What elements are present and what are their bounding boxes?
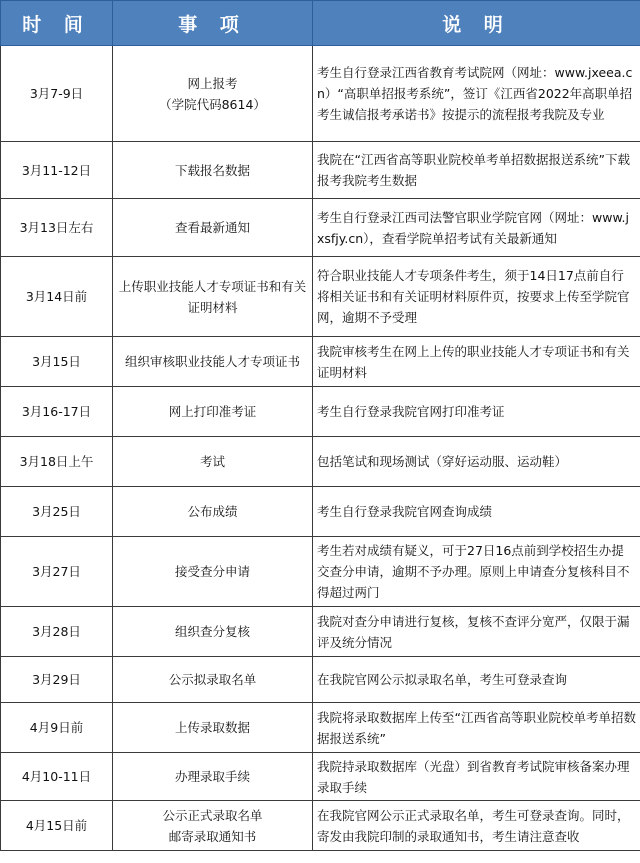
table-row xyxy=(1,199,640,257)
table-header-row xyxy=(1,1,640,46)
row-item: 上传职业技能人才专项证书和有关证明材料 xyxy=(113,257,313,337)
row-description: 考生自行登录江西司法警官职业学院官网（网址：www.jxsfjy.cn），查看学院单招考试有关最新通知 xyxy=(313,199,640,257)
row-time: 3月18日上午 xyxy=(1,437,113,487)
row-description: 我院审核考生在网上上传的职业技能人才专项证书和有关证明材料 xyxy=(313,337,640,387)
row-time: 3月25日 xyxy=(1,487,113,537)
row-time: 3月11-12日 xyxy=(1,142,113,199)
row-time: 3月13日左右 xyxy=(1,199,113,257)
row-item: 公布成绩 xyxy=(113,487,313,537)
row-time: 3月28日 xyxy=(1,607,113,657)
table-row xyxy=(1,657,640,703)
row-item xyxy=(113,46,313,142)
row-description: 在我院官网公示拟录取名单，考生可登录查询 xyxy=(313,657,640,703)
row-description: 我院在“江西省高等职业院校单考单招数据报送系统”下载报考我院考生数据 xyxy=(313,142,640,199)
row-description: 我院对查分申请进行复核，复核不查评分宽严，仅限于漏评及统分情况 xyxy=(313,607,640,657)
row-time: 4月9日前 xyxy=(1,703,113,753)
row-description: 考生若对成绩有疑义，可于27日16点前到学校招生办提交查分申请，逾期不予办理。原则上申请查分复核科目不得超过两门 xyxy=(313,537,640,607)
header-description: 说 明 xyxy=(313,1,640,46)
row-time: 4月10-11日 xyxy=(1,753,113,801)
row-description: 我院将录取数据库上传至“江西省高等职业院校单考单招数据报送系统” xyxy=(313,703,640,753)
table-row xyxy=(1,801,640,851)
row-item xyxy=(113,801,313,851)
table-row xyxy=(1,753,640,801)
row-item-line: 公示正式录取名单 xyxy=(162,807,263,823)
table-row xyxy=(1,46,640,142)
row-item: 查看最新通知 xyxy=(113,199,313,257)
row-time: 3月27日 xyxy=(1,537,113,607)
row-item: 考试 xyxy=(113,437,313,487)
row-item: 上传录取数据 xyxy=(113,703,313,753)
row-time: 3月7-9日 xyxy=(1,46,113,142)
row-description: 考生自行登录江西省教育考试院网（网址：www.jxeea.cn）“高职单招报考系统”，签订《江西省2022年高职单招考生诚信报考承诺书》按提示的流程报考我院及专业 xyxy=(313,46,640,142)
table-row xyxy=(1,487,640,537)
table-row xyxy=(1,337,640,387)
table-row xyxy=(1,257,640,337)
header-item: 事 项 xyxy=(113,1,313,46)
row-item: 组织查分复核 xyxy=(113,607,313,657)
row-description: 我院持录取数据库（光盘）到省教育考试院审核备案办理录取手续 xyxy=(313,753,640,801)
row-time: 4月15日前 xyxy=(1,801,113,851)
row-item-line: （学院代码8614） xyxy=(159,96,266,112)
table-row xyxy=(1,703,640,753)
row-description: 考生自行登录我院官网打印准考证 xyxy=(313,387,640,437)
row-item: 组织审核职业技能人才专项证书 xyxy=(113,337,313,387)
row-time: 3月15日 xyxy=(1,337,113,387)
row-item: 接受查分申请 xyxy=(113,537,313,607)
table-row xyxy=(1,437,640,487)
row-description: 符合职业技能人才专项条件考生，须于14日17点前自行将相关证书和有关证明材料原件页，按要求上传至学院官网，逾期不予受理 xyxy=(313,257,640,337)
row-description: 考生自行登录我院官网查询成绩 xyxy=(313,487,640,537)
row-description: 包括笔试和现场测试（穿好运动服、运动鞋） xyxy=(313,437,640,487)
row-time: 3月16-17日 xyxy=(1,387,113,437)
row-item-line: 网上报考 xyxy=(187,75,238,91)
table-row xyxy=(1,537,640,607)
row-item: 下载报名数据 xyxy=(113,142,313,199)
row-item: 办理录取手续 xyxy=(113,753,313,801)
row-description: 在我院官网公示正式录取名单，考生可登录查询。同时，寄发由我院印制的录取通知书，考生请注意查收 xyxy=(313,801,640,851)
row-item: 公示拟录取名单 xyxy=(113,657,313,703)
row-time: 3月29日 xyxy=(1,657,113,703)
row-item-line: 邮寄录取通知书 xyxy=(168,828,257,844)
row-time: 3月14日前 xyxy=(1,257,113,337)
row-item: 网上打印准考证 xyxy=(113,387,313,437)
header-time: 时 间 xyxy=(1,1,113,46)
table-row xyxy=(1,142,640,199)
table-row xyxy=(1,387,640,437)
table-row xyxy=(1,607,640,657)
